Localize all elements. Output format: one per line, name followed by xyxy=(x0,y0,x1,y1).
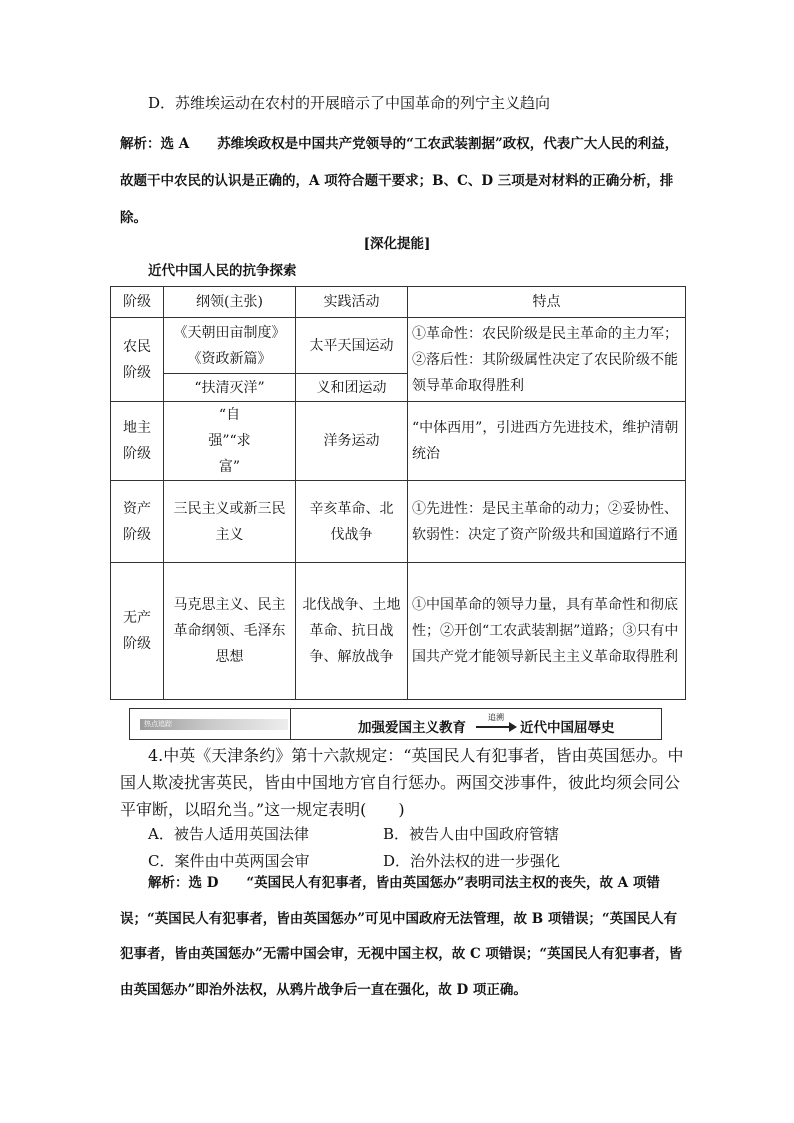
cell-program-peasant-2: “扶清灭洋” xyxy=(164,374,296,402)
cell-practice-peasant-1: 太平天国运动 xyxy=(296,318,408,374)
header-features: 特点 xyxy=(408,287,686,318)
banner-right-text: 近代中国屈辱史 xyxy=(520,720,615,736)
cell-features-bourgeois: ①先进性：是民主革命的动力；②妥协性、软弱性：决定了资产阶级共和国道路行不通 xyxy=(408,481,686,563)
cell-program-bourgeois: 三民主义或新三民主义 xyxy=(164,481,296,563)
table-title: 近代中国人民的抗争探索 xyxy=(148,263,297,279)
cell-class-landlord: 地主阶级 xyxy=(111,402,164,481)
arrow-right-icon xyxy=(476,714,516,736)
deepen-title: [深化提能] xyxy=(363,236,431,252)
cell-practice-landlord: 洋务运动 xyxy=(296,402,408,481)
q4-option-d: D．治外法权的进一步强化 xyxy=(383,852,561,870)
banner-divider xyxy=(290,709,291,739)
q4-option-c: C．案件由中英两国会审 xyxy=(148,852,310,870)
cell-practice-peasant-2: 义和团运动 xyxy=(296,374,408,402)
cell-program-proletariat: 马克思主义、民主革命纲领、毛泽东思想 xyxy=(164,563,296,700)
analysis-prefix: 解析： xyxy=(148,875,189,891)
table-row-peasant xyxy=(111,318,686,374)
arrow-label: 追溯 xyxy=(488,713,504,722)
analysis-prefix: 解析： xyxy=(120,136,161,152)
header-program: 纲领(主张) xyxy=(164,287,296,318)
table-row-landlord xyxy=(111,402,686,481)
cell-features-proletariat: ①中国革命的领导力量，具有革命性和彻底性；②开创“工农武装割据”道路；③只有中国共产党才能领导新民主主义革命取得胜利 xyxy=(408,563,686,700)
header-class: 阶级 xyxy=(111,287,164,318)
cell-program-landlord: “自强”“求富” xyxy=(164,402,296,481)
analysis-answer: 选 A xyxy=(160,136,190,152)
table-row-proletariat xyxy=(111,563,686,700)
analysis-text: 苏维埃政权是中国共产党领导的“工农武装割据”政权，代表广大人民的利益，故题干中农民的认识是正确的，A 项符合题干要求；B、C、D 三项是对材料的正确分析，排除。 xyxy=(120,136,679,226)
cell-class-proletariat: 无产阶级 xyxy=(111,563,164,700)
cell-class-bourgeois: 资产阶级 xyxy=(111,481,164,563)
q4-option-a: A．被告人适用英国法律 xyxy=(148,825,309,843)
header-practice: 实践活动 xyxy=(296,287,408,318)
cell-program-peasant-1: 《天朝田亩制度》《资政新篇》 xyxy=(164,318,296,374)
analysis-answer: 选 D xyxy=(188,875,219,891)
analysis-q4 xyxy=(120,866,683,1008)
q4-option-b: B．被告人由中国政府管辖 xyxy=(383,825,560,843)
cell-practice-bourgeois: 辛亥革命、北伐战争 xyxy=(296,481,408,563)
table-header-row xyxy=(111,287,686,318)
cell-features-peasant: ①革命性：农民阶级是民主革命的主力军；②落后性：其阶级属性决定了农民阶级不能领导革命取得胜利 xyxy=(408,318,686,402)
analysis-text: “英国民人有犯事者，皆由英国惩办”表明司法主权的丧失，故 A 项错误；“英国民人有犯事者，皆由英国惩办”可见中国政府无法管理，故 B 项错误；“英国民人有犯事者，皆由英国惩办”无需中国会审，无视中国主权，故 C 项错误；“英国民人有犯事者，皆由英国惩办”即治外法权，从鸦片战争后一直在强化，故 D 项正确。 xyxy=(120,875,683,998)
q3-option-d: D．苏维埃运动在农村的开展暗示了中国革命的列宁主义趋向 xyxy=(148,94,551,112)
cell-class-peasant: 农民阶级 xyxy=(111,318,164,402)
question-4-stem: 4.中英《天津条约》第十六款规定：“英国民人有犯事者，皆由英国惩办。中国人欺凌扰害英民，皆由中国地方官自行惩办。两国交涉事件，彼此均须会同公平审断，以昭允当。”这一规定表明( ) xyxy=(120,746,684,819)
banner-left-text: 加强爱国主义教育 xyxy=(358,720,466,736)
struggle-table xyxy=(110,286,686,700)
table-row-bourgeois xyxy=(111,481,686,563)
analysis-q3 xyxy=(120,126,680,237)
topic-tag: 热点追踪 xyxy=(140,719,288,730)
topic-banner xyxy=(129,708,662,740)
cell-practice-proletariat: 北伐战争、土地革命、抗日战争、解放战争 xyxy=(296,563,408,700)
cell-features-landlord: “中体西用”，引进西方先进技术，维护清朝统治 xyxy=(408,402,686,481)
